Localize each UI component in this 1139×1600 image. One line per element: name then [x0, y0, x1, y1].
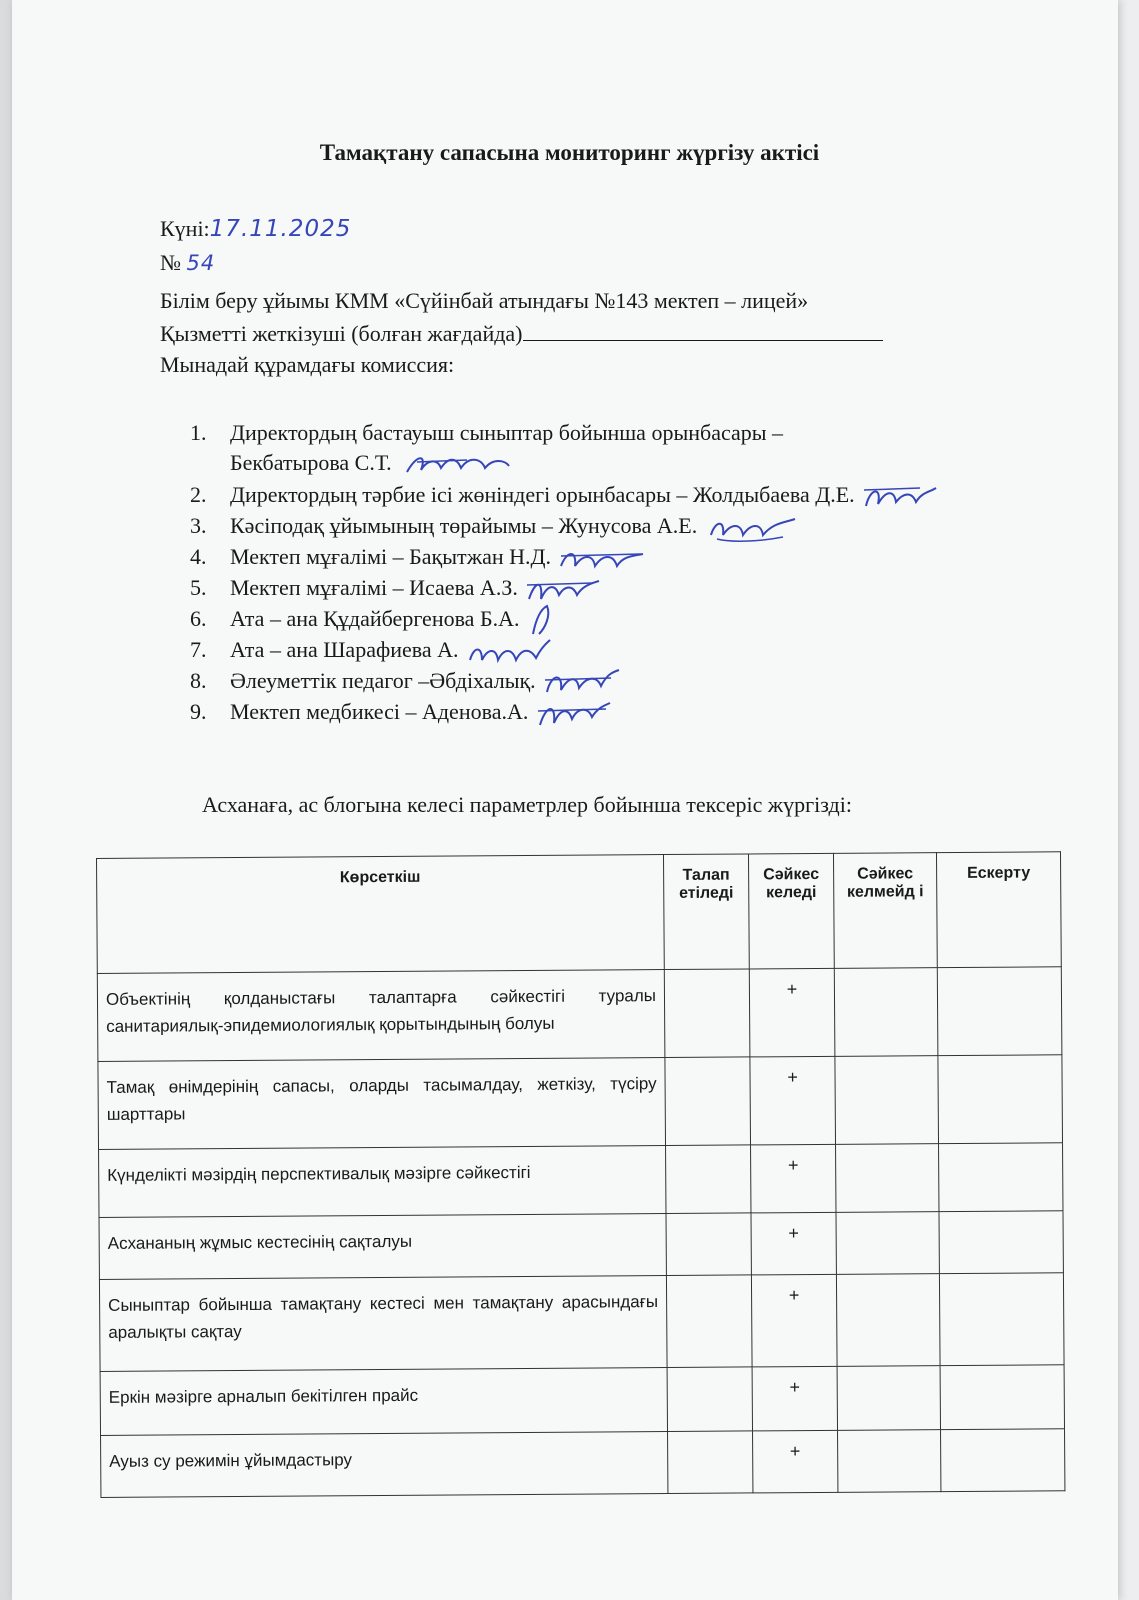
header-indicator: Көрсеткіш: [97, 855, 665, 974]
signature-image: [464, 636, 554, 668]
provider-label: Қызметті жеткізуші (болған жағдайда): [160, 321, 523, 346]
signature-image: [703, 511, 803, 545]
indicator-cell: Сыныптар бойынша тамақтану кестесі мен тамақтану арасындағы аралықты сақтау: [99, 1276, 667, 1372]
note-cell: [939, 1273, 1064, 1366]
indicator-cell: Объектінің қолданыстағы талаптарға сәйкестігі туралы санитариялық-эпидемиологиялық қорытындының болуы: [97, 970, 665, 1062]
number-value: 54: [186, 251, 216, 275]
complies-cell: +: [752, 1366, 837, 1431]
provider-line: [160, 320, 883, 347]
note-cell: [941, 1429, 1065, 1492]
signature-image: [534, 697, 614, 731]
required-cell: [667, 1367, 752, 1432]
list-item: 6. Ата – ана Құдайбергенова Б.А.: [190, 604, 940, 635]
member-role: Мектеп мұғалімі – Исаева А.З.: [230, 575, 518, 601]
indicator-cell: Тамақ өнімдерінің сапасы, оларды тасымалдау, жеткізу, түсіру шарттары: [98, 1058, 666, 1150]
indicator-cell: Ауыз су режимін ұйымдастыру: [101, 1432, 668, 1498]
signature-image: [397, 450, 517, 480]
note-cell: [940, 1365, 1064, 1430]
table-row: [99, 1273, 1064, 1372]
document-title: Тамақтану сапасына мониторинг жүргізу актісі: [319, 140, 820, 165]
complies-cell: +: [751, 1144, 836, 1213]
member-role: Ата – ана Шарафиева А.: [230, 637, 459, 662]
not-complies-cell: [834, 968, 938, 1057]
list-item: 7. Ата – ана Шарафиева А.: [190, 635, 940, 666]
required-cell: [664, 969, 750, 1058]
table-row: [99, 1211, 1063, 1280]
not-complies-cell: [837, 1366, 940, 1431]
list-item: 8. Әлеуметтік педагог –Әбдіхалық.: [190, 666, 940, 697]
list-item: 1. Директордың бастауыш сыныптар бойынша орынбасары – Бекбатырова С.Т.: [190, 418, 940, 480]
header-required: Талап етіледі: [663, 854, 749, 970]
provider-blank: [523, 320, 883, 341]
member-role: Мектеп медбикесі – Аденова.А.: [230, 699, 529, 725]
inspection-table: [96, 851, 1065, 1498]
list-item: 4. Мектеп мұғалімі – Бақытжан Н.Д.: [190, 542, 940, 573]
number-label: №: [160, 250, 181, 275]
not-complies-cell: [836, 1274, 940, 1367]
member-role: Әлеуметтік педагог –Әбдіхалық.: [230, 668, 536, 694]
complies-cell: +: [753, 1430, 838, 1493]
not-complies-cell: [836, 1212, 939, 1275]
note-cell: [939, 1143, 1063, 1212]
member-name: Бекбатырова С.Т.: [230, 450, 392, 475]
signature-image: [557, 544, 647, 574]
date-line: [160, 216, 351, 242]
member-role: Кәсіподақ ұйымының төрайымы – Жунусова А.Е.: [230, 513, 698, 539]
complies-cell: +: [751, 1212, 836, 1275]
indicator-cell: Күнделікті мәзірдің перспективалық мәзірге сәйкестігі: [99, 1146, 666, 1218]
required-cell: [665, 1057, 751, 1146]
inspection-intro: Асханаға, ас блогына келесі параметрлер бойынша тексеріс жүргізді:: [202, 792, 852, 817]
not-complies-cell: [835, 1056, 939, 1145]
table-row: [101, 1429, 1065, 1498]
member-role: Мектеп мұғалімі – Бақытжан Н.Д.: [230, 544, 551, 569]
table-header-row: [97, 852, 1062, 974]
commission-label: Мынадай құрамдағы комиссия:: [160, 352, 455, 377]
list-item: 5. Мектеп мұғалімі – Исаева А.З.: [190, 573, 940, 604]
list-item: 2. Директордың тәрбие ісі жөніндегі орынбасары – Жолдыбаева Д.Е.: [190, 480, 940, 511]
not-complies-cell: [838, 1430, 941, 1493]
header-not-complies: Сәйкес келмейд і: [833, 853, 937, 969]
note-cell: [937, 967, 1062, 1056]
required-cell: [666, 1213, 751, 1276]
required-cell: [668, 1431, 753, 1494]
organization-line: Білім беру ұйымы КММ «Сүйінбай атындағы №143 мектеп – лицей»: [160, 288, 809, 313]
complies-cell: +: [751, 1274, 837, 1367]
number-line: [160, 250, 215, 276]
date-value: 17.11.2025: [209, 216, 352, 242]
table-row: [98, 1055, 1063, 1150]
table-row: [97, 967, 1062, 1062]
required-cell: [666, 1275, 752, 1368]
list-item: 9. Мектеп медбикесі – Аденова.А.: [190, 697, 940, 728]
table-row: [100, 1365, 1064, 1436]
note-cell: [938, 1055, 1063, 1144]
required-cell: [666, 1145, 751, 1214]
complies-cell: +: [750, 1056, 836, 1145]
signature-image: [860, 480, 940, 514]
table-row: [99, 1143, 1063, 1218]
note-cell: [939, 1211, 1063, 1274]
member-role: Директордың бастауыш сыныптар бойынша орынбасары –: [230, 420, 784, 445]
signature-image: [525, 604, 565, 638]
indicator-cell: Еркін мәзірге арналып бекітілген прайс: [100, 1368, 667, 1436]
indicator-cell: Асхананың жұмыс кестесінің сақталуы: [99, 1214, 666, 1280]
member-role: Директордың тәрбие ісі жөніндегі орынбасары – Жолдыбаева Д.Е.: [230, 482, 855, 508]
member-role: Ата – ана Құдайбергенова Б.А.: [230, 606, 520, 632]
not-complies-cell: [836, 1144, 939, 1213]
date-label: Күні:: [160, 216, 210, 241]
header-complies: Сәйкес келеді: [748, 853, 834, 969]
header-note: Ескерту: [936, 852, 1061, 968]
signature-image: [541, 666, 621, 700]
complies-cell: +: [749, 968, 835, 1057]
list-item: 3. Кәсіподақ ұйымының төрайымы – Жунусова А.Е.: [190, 511, 940, 542]
commission-list: [190, 418, 940, 728]
signature-image: [523, 573, 603, 607]
